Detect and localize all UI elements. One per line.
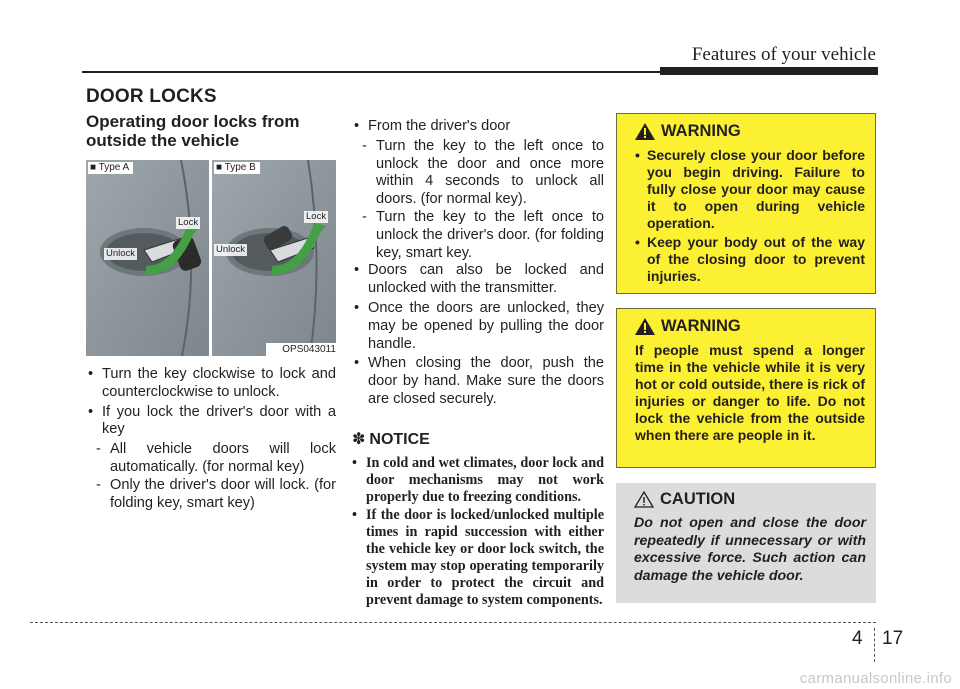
figure-code: OPS043011 — [266, 343, 336, 356]
lock-label-a: Lock — [178, 217, 199, 228]
footer-rule — [30, 622, 876, 623]
section-number: 4 — [852, 628, 863, 649]
notice-item: • If the door is locked/unlocked multiple times in rapid succession with either the vehicle key or door lock switch, the system may stop operating temporarily in order to protect the circuit and prevent damage to system components. — [352, 507, 604, 609]
page-number: 17 — [882, 628, 904, 649]
sub-bullet-item: - Turn the key to the left once to unlock the driver's door. (for folding key, smart key. — [352, 209, 604, 262]
warning-box-1 — [616, 113, 876, 294]
warning-item: • Keep your body out of the way of the closing door to prevent injuries. — [635, 234, 865, 285]
door-lock-figure — [86, 160, 336, 356]
warning-title: WARNING — [661, 317, 741, 335]
bullet-item: • Doors can also be locked and unlocked with the transmitter. — [352, 262, 604, 298]
caution-title: CAUTION — [660, 490, 736, 508]
unlock-label-a: Unlock — [106, 248, 136, 259]
type-b-label: ■ Type B — [214, 162, 260, 174]
warning-heading — [635, 317, 865, 336]
notice-heading — [352, 431, 604, 449]
notice-item: • In cold and wet climates, door lock and door mechanisms may not work properly due to freezing conditions. — [352, 455, 604, 506]
caution-triangle-icon — [634, 491, 654, 508]
warning-text: If people must spend a longer time in the vehicle while it is very hot or cold outside, there is rick of injuries or danger to life. Do not lock the vehicle from the outside when there are people in it. — [635, 342, 865, 443]
middle-column — [352, 118, 604, 610]
running-header: Features of your vehicle — [691, 44, 876, 65]
notice-title: NOTICE — [369, 430, 430, 448]
warning-box-2 — [616, 308, 876, 468]
lock-label-b: Lock — [306, 211, 327, 222]
caution-heading — [634, 490, 866, 509]
bullet-item: • When closing the door, push the door by hand. Make sure the doors are closed securely. — [352, 355, 604, 408]
sub-bullet-item: - Only the driver's door will lock. (for folding key, smart key) — [86, 477, 336, 513]
watermark: carmanualsonline.info — [799, 670, 952, 687]
bullet-item: • Turn the key clockwise to lock and counterclockwise to unlock. — [86, 366, 336, 402]
unlock-label-b: Unlock — [216, 244, 246, 255]
sub-bullet-item: - Turn the key to the left once to unlock the door and once more within 4 seconds to unlock all doors. (for normal key). — [352, 138, 604, 209]
sub-bullet-item: - All vehicle doors will lock automatically. (for normal key) — [86, 441, 336, 477]
bullet-item: • From the driver's door — [352, 118, 604, 136]
warning-triangle-icon — [635, 318, 655, 335]
warning-triangle-icon — [635, 123, 655, 140]
bullet-item: • If you lock the driver's door with a key — [86, 404, 336, 440]
left-column — [86, 112, 336, 512]
warning-title: WARNING — [661, 122, 741, 140]
caution-text: Do not open and close the door repeatedly if unnecessary or with excessive force. Such action can damage the vehicle door. — [634, 515, 866, 584]
section-title: DOOR LOCKS — [86, 86, 217, 107]
type-a-label: ■ Type A — [88, 162, 133, 174]
caution-box — [616, 483, 876, 603]
warning-heading — [635, 122, 865, 141]
bullet-item: • Once the doors are unlocked, they may be opened by pulling the door handle. — [352, 300, 604, 353]
header-rule — [82, 71, 878, 73]
subsection-heading: Operating door locks from outside the vehicle — [86, 112, 300, 150]
page-number-divider — [874, 628, 875, 662]
warning-item: • Securely close your door before you begin driving. Failure to fully close your door may cause it to open during vehicle operation. — [635, 147, 865, 232]
notice-star-icon: ✽ — [352, 430, 366, 448]
